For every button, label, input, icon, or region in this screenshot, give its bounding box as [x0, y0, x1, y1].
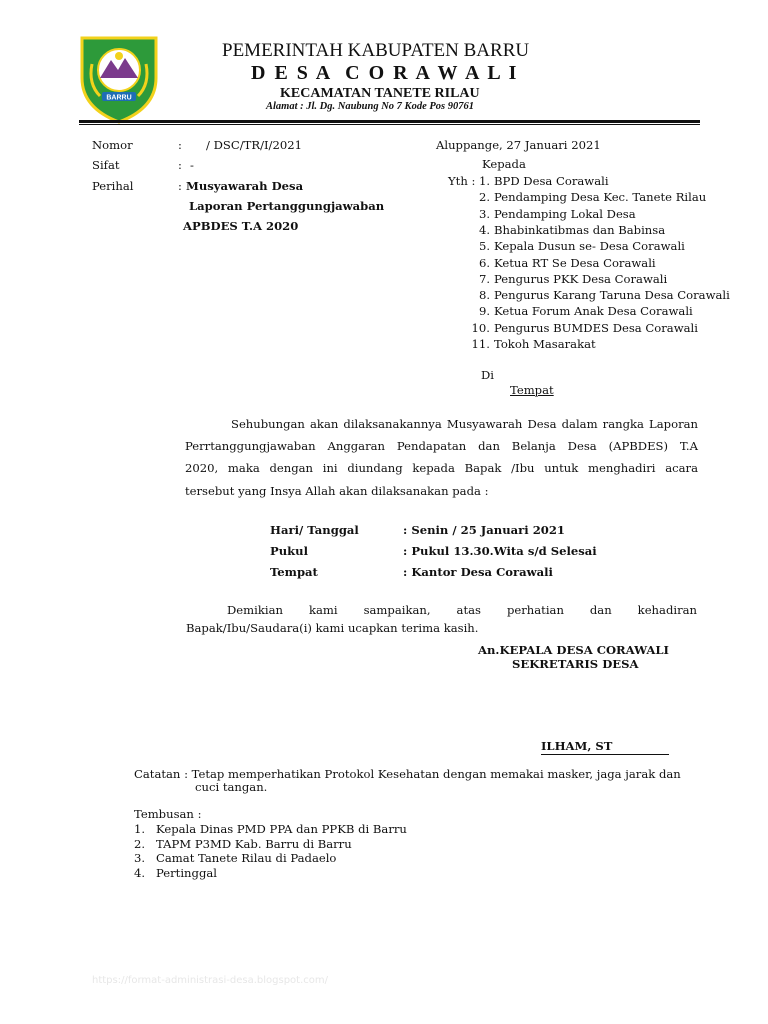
recipient-item	[460, 207, 636, 221]
letter-date: Aluppange, 27 Januari 2021	[436, 138, 601, 152]
recipient-text: BPD Desa Corawali	[494, 174, 609, 188]
recipient-number: 4.	[478, 222, 490, 237]
schedule-value: : Pukul 13.30.Wita s/d Selesai	[403, 544, 597, 558]
recipient-item	[460, 321, 698, 335]
schedule-value: : Kantor Desa Corawali	[403, 565, 553, 579]
recipient-number: 3.	[478, 206, 490, 221]
tembusan-item	[134, 866, 217, 880]
catatan-line2: cuci tangan.	[195, 780, 268, 794]
tembusan-number: 4.	[134, 865, 146, 880]
recipient-item	[460, 256, 656, 270]
yth-label: Yth :	[448, 174, 476, 188]
schedule-row	[270, 523, 565, 537]
schedule-value: : Senin / 25 Januari 2021	[403, 523, 565, 537]
sifat-value: -	[190, 158, 194, 172]
perihal-label: Perihal	[92, 179, 134, 193]
recipient-item	[460, 272, 667, 286]
tembusan-item	[134, 822, 407, 836]
tempat-label: Tempat	[510, 383, 554, 397]
recipient-text: Tokoh Masarakat	[494, 337, 596, 351]
recipient-number: 10.	[471, 320, 490, 335]
schedule-label: Hari/ Tanggal	[270, 523, 359, 537]
kepada-label: Kepada	[482, 157, 526, 171]
barru-regency-emblem	[78, 34, 160, 124]
recipient-number: 9.	[478, 304, 490, 319]
perihal-line1: Musyawarah Desa	[186, 179, 304, 193]
paragraph2-line1: Demikian kami sampaikan, atas perhatian dan kehadiran	[227, 603, 697, 617]
recipient-text: Pengurus BUMDES Desa Corawali	[494, 320, 698, 335]
watermark-url: https://format-administrasi-desa.blogspot.com/	[92, 975, 329, 986]
signature-title: An.KEPALA DESA CORAWALI	[478, 643, 669, 657]
schedule-label: Tempat	[270, 565, 318, 579]
tembusan-text: TAPM P3MD Kab. Barru di Barru	[156, 836, 352, 851]
paragraph2-line2: Bapak/Ibu/Saudara(i) kami ucapkan terima kasih.	[186, 621, 479, 635]
header-rule-thin	[79, 124, 700, 125]
paragraph1-line4: tersebut yang Insya Allah akan dilaksanakan pada :	[185, 484, 489, 498]
perihal-colon: :	[178, 179, 182, 193]
tembusan-number: 2.	[134, 836, 146, 851]
recipient-number: 1.	[478, 174, 490, 188]
recipient-item	[460, 223, 665, 237]
schedule-label: Pukul	[270, 544, 309, 558]
schedule-row	[270, 565, 553, 579]
tembusan-number: 1.	[134, 822, 146, 836]
signature-name: ILHAM, ST	[541, 739, 669, 755]
tembusan-text: Kepala Dinas PMD PPA dan PPKB di Barru	[156, 822, 407, 836]
perihal-line2: Laporan Pertanggungjawaban	[189, 199, 385, 213]
header-rule-thick	[79, 120, 700, 123]
tembusan-text: Pertinggal	[156, 865, 217, 880]
letterhead-district: KECAMATAN TANETE RILAU	[280, 86, 480, 101]
recipient-number: 5.	[478, 239, 490, 254]
recipient-number: 6.	[478, 255, 490, 270]
logo-text: BARRU	[106, 94, 132, 102]
perihal-line3: APBDES T.A 2020	[183, 219, 299, 233]
letterhead-title: PEMERINTAH KABUPATEN BARRU	[222, 40, 530, 61]
tembusan-title: Tembusan :	[134, 807, 202, 821]
paragraph1-line3: 2020, maka dengan ini diundang kepada Bapak /Ibu untuk menghadiri acara	[185, 461, 698, 475]
letterhead-address: Alamat : Jl. Dg. Naubung No 7 Kode Pos 90761	[266, 101, 474, 112]
recipient-number: 2.	[478, 190, 490, 205]
recipient-item	[460, 174, 609, 188]
catatan-line1: Catatan : Tetap memperhatikan Protokol Kesehatan dengan memakai masker, jaga jarak dan	[134, 767, 681, 781]
di-label: Di	[481, 368, 495, 382]
tembusan-item	[134, 837, 352, 851]
recipient-item	[460, 239, 685, 253]
recipient-number: 8.	[478, 288, 490, 303]
nomor-colon: :	[178, 138, 182, 152]
sifat-label: Sifat	[92, 158, 120, 172]
recipient-number: 11.	[471, 337, 490, 351]
paragraph1-line2: Perrtanggungjawaban Anggaran Pendapatan dan Belanja Desa (APBDES) T.A	[185, 439, 698, 453]
tembusan-number: 3.	[134, 851, 146, 865]
schedule-row	[270, 544, 597, 558]
recipient-text: Ketua Forum Anak Desa Corawali	[494, 304, 693, 319]
recipient-text: Ketua RT Se Desa Corawali	[494, 255, 656, 270]
sifat-colon: :	[178, 158, 182, 172]
recipient-number: 7.	[478, 271, 490, 286]
recipient-item	[460, 190, 706, 204]
tembusan-item	[134, 851, 336, 865]
letterhead-village: D E S A C O R A W A L I	[251, 62, 519, 84]
nomor-label: Nomor	[92, 138, 133, 152]
recipient-item	[460, 337, 596, 351]
tembusan-text: Camat Tanete Rilau di Padaelo	[156, 851, 337, 865]
signature-position: SEKRETARIS DESA	[512, 657, 639, 671]
recipient-item	[460, 288, 730, 302]
recipient-text: Pendamping Desa Kec. Tanete Rilau	[494, 190, 707, 205]
recipient-text: Kepala Dusun se- Desa Corawali	[494, 239, 685, 254]
recipient-text: Bhabinkatibmas dan Babinsa	[494, 222, 666, 237]
recipient-text: Pengurus PKK Desa Corawali	[494, 271, 668, 286]
nomor-value: / DSC/TR/I/2021	[206, 138, 302, 152]
recipient-text: Pengurus Karang Taruna Desa Corawali	[494, 288, 730, 303]
recipient-item	[460, 304, 693, 318]
recipient-text: Pendamping Lokal Desa	[494, 206, 636, 221]
paragraph1-line1: Sehubungan akan dilaksanakannya Musyawarah Desa dalam rangka Laporan	[231, 417, 698, 431]
